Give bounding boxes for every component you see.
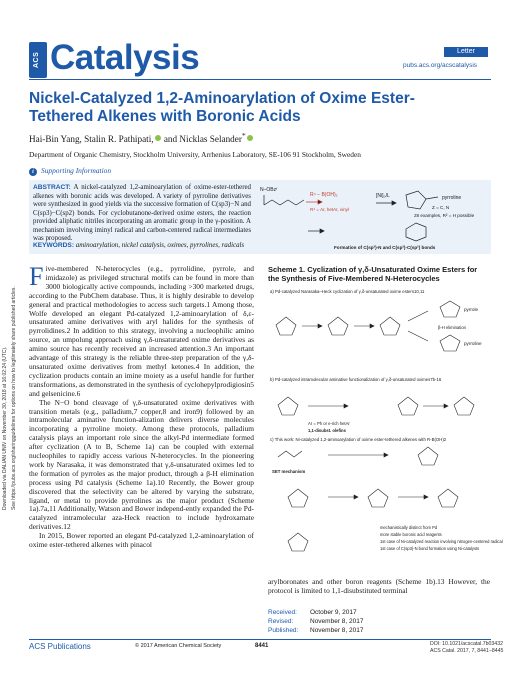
scheme-note: more stable boronic acid reagents [380, 532, 442, 537]
scheme-note: 1st case of Ni-catalyzed reaction involving nitrogen-centered radical [380, 539, 503, 544]
supporting-info-link[interactable] [29, 166, 111, 176]
revised-value: November 8, 2017 [310, 618, 364, 625]
toc-r4: R⁴ = Ar, hetAr, vinyl [310, 207, 349, 212]
toc-examples: 28 examples, R² = H possible [414, 213, 475, 218]
substrate-chain [264, 200, 296, 205]
keywords [33, 242, 244, 249]
supporting-info-label[interactable]: Supporting Information [41, 166, 112, 175]
revised-date [268, 617, 363, 626]
scheme-title: Scheme 1. Cyclization of γ,δ-Unsaturated Oxime Esters for the Synthesis of Five-Membered N-Heterocycles [268, 265, 478, 283]
body-left-column [29, 262, 254, 550]
scheme-pyrrole: pyrrole [464, 307, 479, 312]
toc-product: pyrroline [442, 195, 462, 201]
author-list [29, 131, 254, 144]
citation: ACS Catal. 2017, 7, 8441−8445 [430, 647, 504, 654]
affiliation: Department of Organic Chemistry, Stockholm University, Arrhenius Laboratory, SE-106 91 Stockholm, Sweden [29, 150, 361, 159]
abstract [33, 184, 251, 244]
scheme-beta-h: β-H elimination [438, 325, 467, 330]
header-divider [29, 79, 491, 80]
body-right-column: arylboronates and other boron reagents (Scheme 1b).13 However, the protocol is limited to 1,1-disubstituted terminal [268, 577, 490, 595]
page-number: 8441 [255, 643, 269, 649]
received-date [268, 608, 363, 617]
paragraph-2: The N−O bond cleavage of γ,δ-unsaturated oxime derivatives with transition metals (e.g., palladium,7 copper,8 and iron9) followed by an intramolecular aminative function-alization delivers diverse molecules incorporating a pyrroline moiety. Among these protocols, palladium catalysis plays an important role since the alkyl-Pd intermediate formed after cyclization (A to B, Scheme 1a) can be coupled with external nucleophiles to rapidly access various N-heterocycles. In the pioneering work by Narasaka, it was demonstrated that γ,δ-unsaturated oximes led to the formation of pyrroles as the major product, through a β-H elimination process using Pd catalysis (Scheme 1a).10 Recently, the Bower group discovered that the selectivity can be altered by varying the substrate, ligand, or metal to provide pyrrolines as the major product (Scheme 1a).7a,11 Additionally, Watson and Bower independ-ently expanded the Pd-catalyzed intramolecular aza-Heck reaction to include hydroxamate derivatives.12 [29, 397, 254, 532]
download-notice: Downloaded via DALIAN UNIV on November 30, 2018 at 16:02:24 (UTC). [2, 346, 8, 510]
received-value: October 9, 2017 [310, 609, 357, 616]
author-names-1: Hai-Bin Yang, Stalin R. Pathipati, [29, 134, 154, 145]
acs-logo-text: ACS [33, 51, 40, 69]
corresponding-mark: * [241, 131, 246, 140]
scheme-pyrroline: pyrroline [464, 341, 482, 346]
article-type-badge: Letter [444, 47, 488, 57]
pyrroline-ring [406, 191, 426, 209]
abstract-body: A nickel-catalyzed 1,2-aminoarylation of oxime-ester-tethered alkenes with boronic acids was developed. A variety of pyrroline derivatives were synthesized in good yields via the successive formation of C(sp3)−N and C(sp3)−C(sp2) bonds. For cyclobutanone-derived oxime esters, the reaction provided aliphatic nitriles incorporating an aromatic group in the γ-position. A mechanism involving iminyl radical and carbon-centered radical intermediates was proposed. [33, 184, 251, 242]
toc-caption: Formation of C(sp³)-N and C(sp³)-C(sp²) bonds [334, 245, 436, 250]
orcid-icon[interactable] [155, 135, 161, 141]
doi-block [430, 641, 503, 654]
scheme-note: 1st case of C(sp3)-N bond formation using Ni-catalysts [380, 546, 480, 551]
scheme-ar-note: Ar = Ph or e-rich hetAr [308, 421, 350, 426]
footer-divider [29, 639, 491, 640]
toc-catalyst: [Ni]₀/L [376, 193, 390, 199]
published-date [268, 626, 363, 635]
scheme-note: mechanistically distinct from Pd [380, 525, 438, 530]
info-icon: i [29, 168, 37, 176]
keywords-list: aminoarylation, nickel catalysis, oximes, pyrrolines, radicals [75, 242, 245, 249]
toc-graphic [256, 183, 488, 251]
scheme-olefin-note: 1,1-disubst. olefins [308, 428, 346, 433]
acs-publications-logo: ACS Publications [29, 642, 91, 651]
published-value: November 8, 2017 [310, 627, 364, 634]
abstract-label: ABSTRACT: [33, 184, 71, 191]
copyright: © 2017 American Chemical Society [135, 643, 222, 649]
publication-dates [268, 608, 363, 635]
revised-label: Revised: [268, 618, 294, 625]
paragraph-3: In 2015, Bower reported an elegant Pd-catalyzed 1,2-aminoarylation of oxime ester-tethered alkenes with pinacol [29, 531, 254, 550]
journal-url-link[interactable]: pubs.acs.org/acscatalysis [403, 62, 478, 69]
toc-z: Z = C, N [432, 205, 450, 210]
scheme-set-label: SET mechanism [272, 469, 306, 474]
scheme-part-a-label: a) Pd-catalyzed Narasaka–Heck cyclization of γ,δ-unsaturated oxime esters10,11 [270, 289, 425, 294]
article-title: Nickel-Catalyzed 1,2-Aminoarylation of Oxime Ester-Tethered Alkenes with Boronic Acids [29, 90, 415, 125]
sharing-notice: See https://pubs.acs.org/sharingguidelines for options on how to legitimately share published articles. [11, 286, 17, 510]
scheme-1-figure [268, 285, 503, 573]
toc-oxime-ester: N–OBzᶠ [260, 187, 278, 193]
drop-cap: F [29, 262, 44, 291]
doi-link[interactable]: DOI: 10.1021/acscatal.7b03432 [430, 641, 503, 647]
scheme-part-c-label: c) This work: Ni-catalyzed 1,2-aminoarylation of oxime ester-tethered alkenes with R-B(OH)2 [270, 437, 447, 442]
orcid-icon[interactable] [247, 135, 253, 141]
keywords-label: KEYWORDS: [33, 242, 75, 249]
scheme-part-b-label: b) Pd-catalyzed intramolecular aminative functionalization of γ,δ-unsaturated oximes7b-16 [270, 377, 442, 382]
toc-reagent: R⁴ − B(OH)₂ [310, 192, 338, 198]
journal-name: Catalysis [50, 38, 200, 77]
intermediate-a [276, 317, 296, 335]
published-label: Published: [268, 627, 299, 634]
author-names-2: and Nicklas Selander [161, 134, 242, 145]
paragraph-1: ive-membered N-heterocycles (e.g., pyrrolidine, pyrrole, and imidazole) as privileged structural motifs can be found in more than 3000 biologically active compounds, including >300 marketed drugs, according to the PubChem database. Thus, it is highly desirable to develop general and practical methodologies to access such targets.1 Among those, Wolfe developed an elegant Pd-catalyzed 1,2-aminoarylation of δ,ε-unsaturated amine derivatives with aryl halides for the synthesis of pyrrolidines.2 In addition to this strategy, involving a nucleophilic amino source, an umpolung approach using γ,δ-unsaturated oxime derivatives as amino source has recently received an increased attention.3 An important advantage of this strategy is the reliable three-step preparation of the γ,δ-unsaturated oxime derivatives from methyl ketones.4 In addition, the cyclization products contain an imine moiety as a useful handle for further transformations, as demonstrated in the synthesis of cyclohepylprodigiosin5 and gelsenicine.6 [29, 264, 254, 398]
received-label: Received: [268, 609, 297, 616]
